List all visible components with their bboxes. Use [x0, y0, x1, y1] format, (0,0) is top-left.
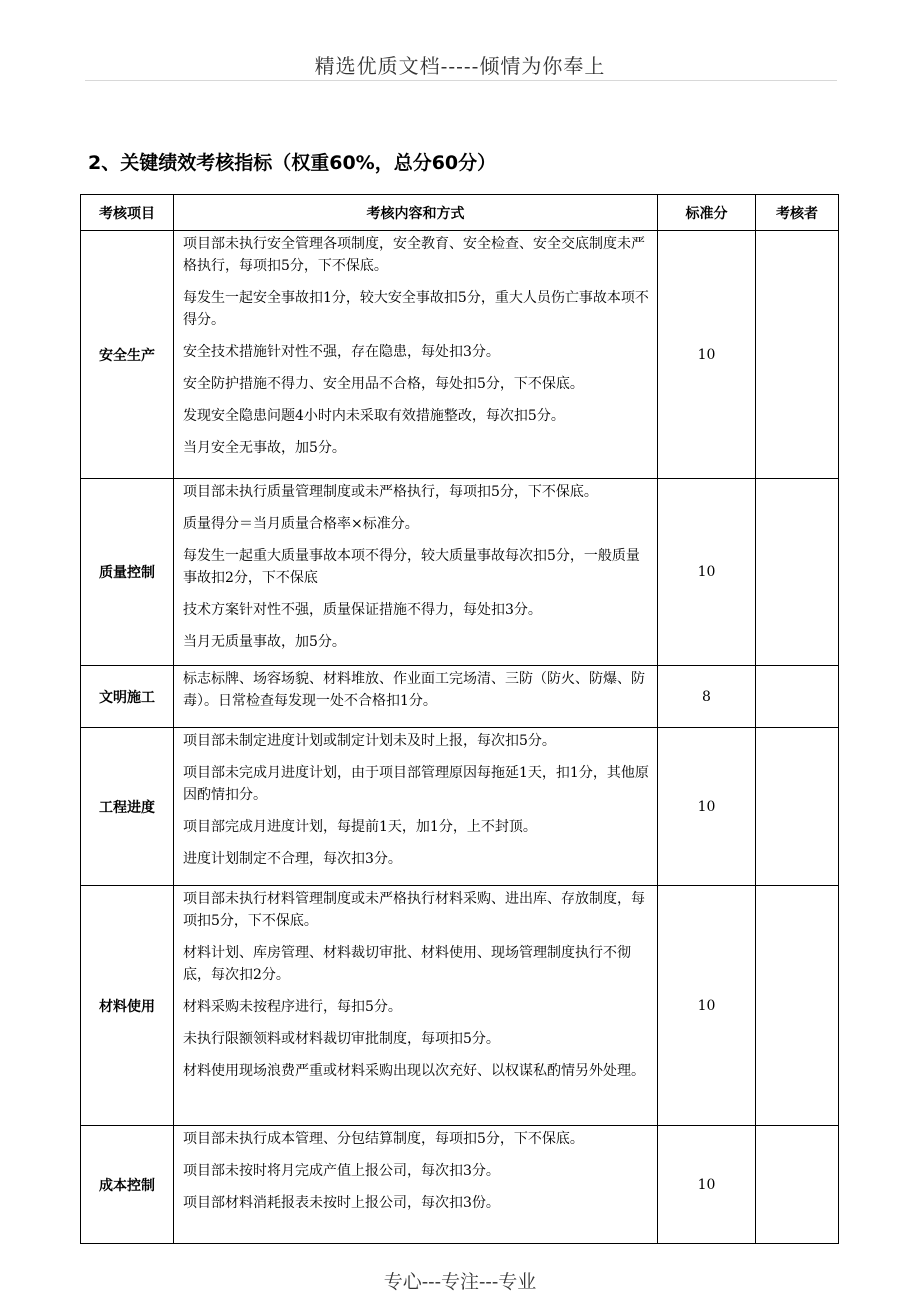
assessor-cell [756, 479, 839, 666]
table-header-row [81, 195, 839, 231]
criterion-text: 质量得分＝当月质量合格率×标准分。 [183, 516, 419, 532]
category-cell: 成本控制 [81, 1126, 174, 1244]
criterion-text: 未执行限额领料或材料裁切审批制度，每项扣5分。 [183, 1031, 500, 1047]
criterion-text: 安全防护措施不得力、安全用品不合格，每处扣5分，下不保底。 [183, 376, 584, 392]
category-cell: 文明施工 [81, 666, 174, 728]
assessor-cell [756, 886, 839, 1126]
content-cell [174, 728, 658, 886]
content-cell [174, 1126, 658, 1244]
kpi-table [80, 194, 839, 1244]
criterion-text: 材料计划、库房管理、材料裁切审批、材料使用、现场管理制度执行不彻底，每次扣2分。 [183, 945, 631, 983]
score-cell: 8 [658, 666, 756, 728]
category-cell: 安全生产 [81, 231, 174, 479]
criterion-text: 项目部未执行材料管理制度或未严格执行材料采购、进出库、存放制度，每项扣5分，下不保底。 [183, 891, 645, 929]
table-row [81, 231, 839, 479]
criterion-text: 材料使用现场浪费严重或材料采购出现以次充好、以权谋私酌情另外处理。 [183, 1063, 645, 1079]
criterion-text: 当月无质量事故，加5分。 [183, 634, 346, 650]
criterion-text: 项目部未执行成本管理、分包结算制度，每项扣5分，下不保底。 [183, 1131, 584, 1147]
criterion-text: 项目部材料消耗报表未按时上报公司，每次扣3份。 [183, 1195, 500, 1211]
score-cell: 10 [658, 728, 756, 886]
header-content: 考核内容和方式 [174, 195, 658, 231]
criterion-text: 项目部未执行安全管理各项制度，安全教育、安全检查、安全交底制度未严格执行，每项扣5分，下不保底。 [183, 236, 645, 274]
content-cell [174, 231, 658, 479]
criterion-text: 每发生一起安全事故扣1分，较大安全事故扣5分，重大人员伤亡事故本项不得分。 [183, 290, 649, 328]
assessor-cell [756, 1126, 839, 1244]
criterion-text: 安全技术措施针对性不强，存在隐患，每处扣3分。 [183, 344, 500, 360]
criterion-text: 项目部未制定进度计划或制定计划未及时上报，每次扣5分。 [183, 733, 556, 749]
header-assessor: 考核者 [756, 195, 839, 231]
score-cell: 10 [658, 1126, 756, 1244]
page-footer: 专心---专注---专业 [383, 1271, 537, 1293]
table-row [81, 886, 839, 1126]
category-cell: 工程进度 [81, 728, 174, 886]
header-score: 标准分 [658, 195, 756, 231]
criterion-text: 发现安全隐患问题4小时内未采取有效措施整改，每次扣5分。 [183, 408, 565, 424]
table-row [81, 728, 839, 886]
criterion-text: 项目部未完成月进度计划，由于项目部管理原因每拖延1天，扣1分，其他原因酌情扣分。 [183, 765, 649, 803]
content-cell [174, 479, 658, 666]
assessor-cell [756, 231, 839, 479]
table-row [81, 1126, 839, 1244]
category-cell: 材料使用 [81, 886, 174, 1126]
category-cell: 质量控制 [81, 479, 174, 666]
criterion-text: 当月安全无事故，加5分。 [183, 440, 346, 456]
content-cell [174, 666, 658, 728]
content-cell [174, 886, 658, 1126]
score-cell: 10 [658, 231, 756, 479]
criterion-text: 材料采购未按程序进行，每扣5分。 [183, 999, 402, 1015]
score-cell: 10 [658, 886, 756, 1126]
criterion-text: 进度计划制定不合理，每次扣3分。 [183, 851, 402, 867]
header-item: 考核项目 [81, 195, 174, 231]
score-cell: 10 [658, 479, 756, 666]
criterion-text: 项目部完成月进度计划，每提前1天，加1分，上不封顶。 [183, 819, 537, 835]
criterion-text: 每发生一起重大质量事故本项不得分，较大质量事故每次扣5分，一般质量事故扣2分，下不保底 [183, 548, 640, 586]
section-title: 2、关键绩效考核指标（权重60%，总分60分） [88, 152, 497, 174]
criterion-text: 标志标牌、场容场貌、材料堆放、作业面工完场清、三防（防火、防爆、防毒）。日常检查每发现一处不合格扣1分。 [183, 671, 645, 709]
table-row [81, 666, 839, 728]
table-row [81, 479, 839, 666]
header-divider [85, 80, 837, 81]
assessor-cell [756, 666, 839, 728]
assessor-cell [756, 728, 839, 886]
criterion-text: 项目部未执行质量管理制度或未严格执行，每项扣5分，下不保底。 [183, 484, 598, 500]
page-header: 精选优质文档-----倾情为你奉上 [314, 54, 606, 78]
criterion-text: 项目部未按时将月完成产值上报公司，每次扣3分。 [183, 1163, 500, 1179]
criterion-text: 技术方案针对性不强，质量保证措施不得力，每处扣3分。 [183, 602, 542, 618]
